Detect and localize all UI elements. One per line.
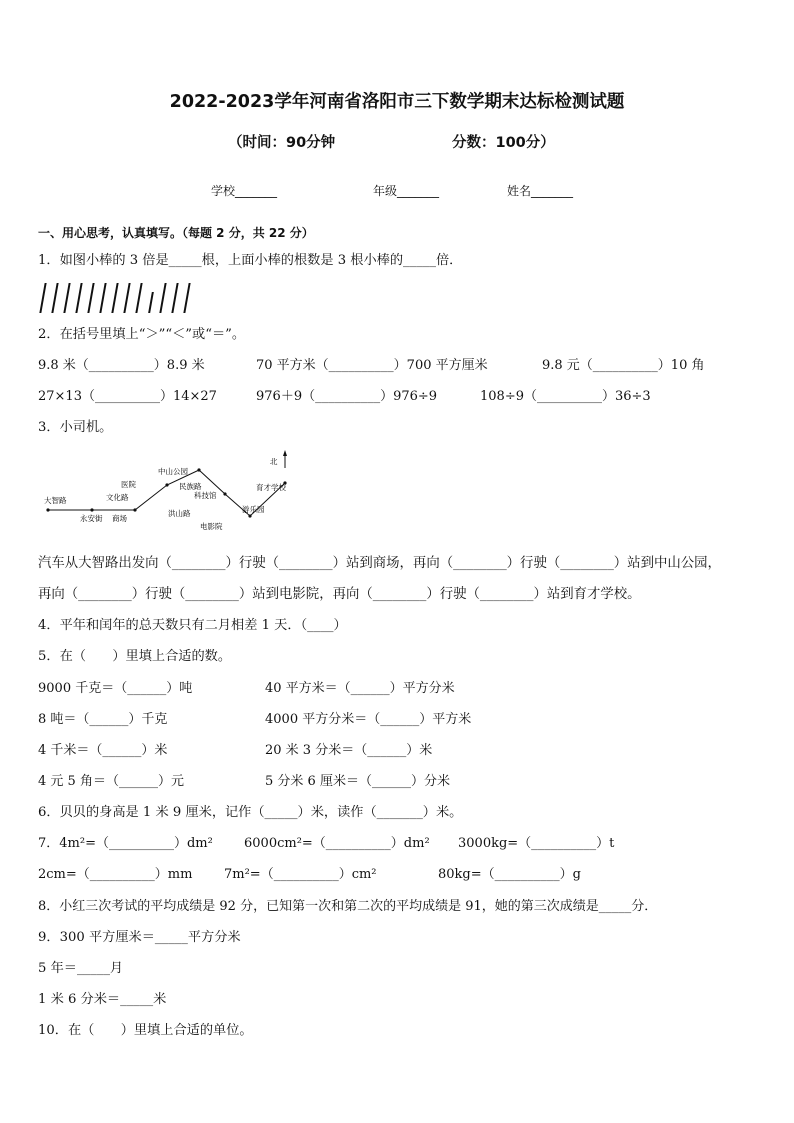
stick	[99, 283, 106, 313]
question-6: 6．贝贝的身高是 1 米 9 厘米，记作（_____）米，读作（_______）米。	[38, 805, 463, 820]
map-label: 商场	[112, 514, 127, 523]
question-4: 4．平年和闰年的总天数只有二月相差 1 天．（____）	[38, 618, 347, 633]
map-label: 电影院	[200, 522, 223, 531]
north-label: 北	[270, 457, 278, 466]
compare-item: 9.8 米（__________）8.9 米	[38, 358, 205, 373]
stick	[123, 283, 130, 313]
stick	[171, 283, 178, 313]
conversion-item: 4 千米＝（______）米	[38, 743, 168, 758]
map-label: 大智路	[44, 496, 67, 505]
grade-field: 年级_______	[373, 184, 440, 198]
school-field: 学校_______	[211, 184, 278, 198]
unit-item: 7．4m²=（__________）dm²	[38, 836, 213, 851]
stick	[75, 283, 82, 313]
stick	[111, 283, 118, 313]
compare-item: 9.8 元（__________）10 角	[542, 358, 705, 373]
unit-item: 2cm=（__________）mm	[38, 867, 193, 882]
compare-item: 27×13（__________）14×27	[38, 389, 217, 404]
question-3: 3．小司机。	[38, 420, 113, 435]
page-title: 2022-2023学年河南省洛阳市三下数学期末达标检测试题	[169, 92, 625, 112]
map-label: 文化路	[106, 493, 129, 502]
unit-item: 3000kg=（__________）t	[458, 836, 615, 851]
conversion-item: 4000 平方分米＝（______）平方米	[265, 712, 472, 727]
compare-item: 70 平方米（__________）700 平方厘米	[256, 358, 488, 373]
question-8: 8．小红三次考试的平均成绩是 92 分，已知第一次和第二次的平均成绩是 91，她的第三次成绩是_____分．	[38, 899, 658, 914]
unit-item: 6000cm²=（__________）dm²	[244, 836, 430, 851]
stick	[39, 283, 46, 313]
stick	[87, 283, 94, 313]
question-3-line-1: 汽车从大智路出发向（________）行驶（________）站到商场，再向（________）行驶（________）站到中山公园，	[38, 556, 721, 571]
map-label: 游乐园	[242, 505, 265, 514]
unit-item: 80kg=（__________）g	[438, 867, 581, 882]
stick	[135, 283, 142, 313]
map-label: 永安街	[80, 514, 103, 523]
section-heading: 一、用心思考，认真填写。（每题 2 分，共 22 分）	[38, 226, 314, 240]
question-2: 2．在括号里填上“＞”“＜”或“＝”。	[38, 327, 246, 342]
stick	[148, 292, 154, 313]
question-9-line: 5 年＝_____月	[38, 961, 124, 976]
compare-item: 108÷9（__________）36÷3	[480, 389, 651, 404]
conversion-item: 20 米 3 分米＝（______）米	[265, 743, 433, 758]
compare-item: 976＋9（__________）976÷9	[256, 389, 438, 404]
conversion-item: 4 元 5 角＝（______）元	[38, 774, 184, 789]
map-label: 中山公园	[158, 467, 188, 476]
question-5: 5．在（ ）里填上合适的数。	[38, 649, 232, 664]
stick	[51, 283, 58, 313]
stick	[183, 283, 190, 313]
question-1: 1．如图小棒的 3 倍是_____根，上面小棒的根数是 3 根小棒的_____倍．	[38, 253, 463, 268]
name-field: 姓名_______	[507, 184, 574, 198]
stick	[63, 283, 70, 313]
map-label: 科技馆	[194, 491, 217, 500]
question-10: 10．在（ ）里填上合适的单位。	[38, 1023, 253, 1038]
exam-time: （时间：90分钟	[228, 135, 336, 151]
conversion-item: 40 平方米＝（______）平方分米	[265, 681, 455, 696]
question-3-line-2: 再向（________）行驶（________）站到电影院，再向（________）行驶（________）站到育才学校。	[38, 587, 641, 602]
unit-item: 7m²=（__________）cm²	[224, 867, 377, 882]
exam-score: 分数：100分）	[452, 135, 555, 151]
conversion-item: 8 吨＝（______）千克	[38, 712, 168, 727]
map-label: 育才学校	[256, 483, 286, 492]
route-map	[40, 448, 310, 538]
question-9: 9．300 平方厘米＝_____平方分米	[38, 930, 241, 945]
map-label: 民族路	[179, 482, 202, 491]
conversion-item: 5 分米 6 厘米＝（______）分米	[265, 774, 450, 789]
map-label: 洪山路	[168, 509, 191, 518]
question-9-line: 1 米 6 分米＝_____米	[38, 992, 167, 1007]
map-label: 医院	[121, 480, 136, 489]
conversion-item: 9000 千克＝（______）吨	[38, 681, 193, 696]
stick	[159, 283, 166, 313]
